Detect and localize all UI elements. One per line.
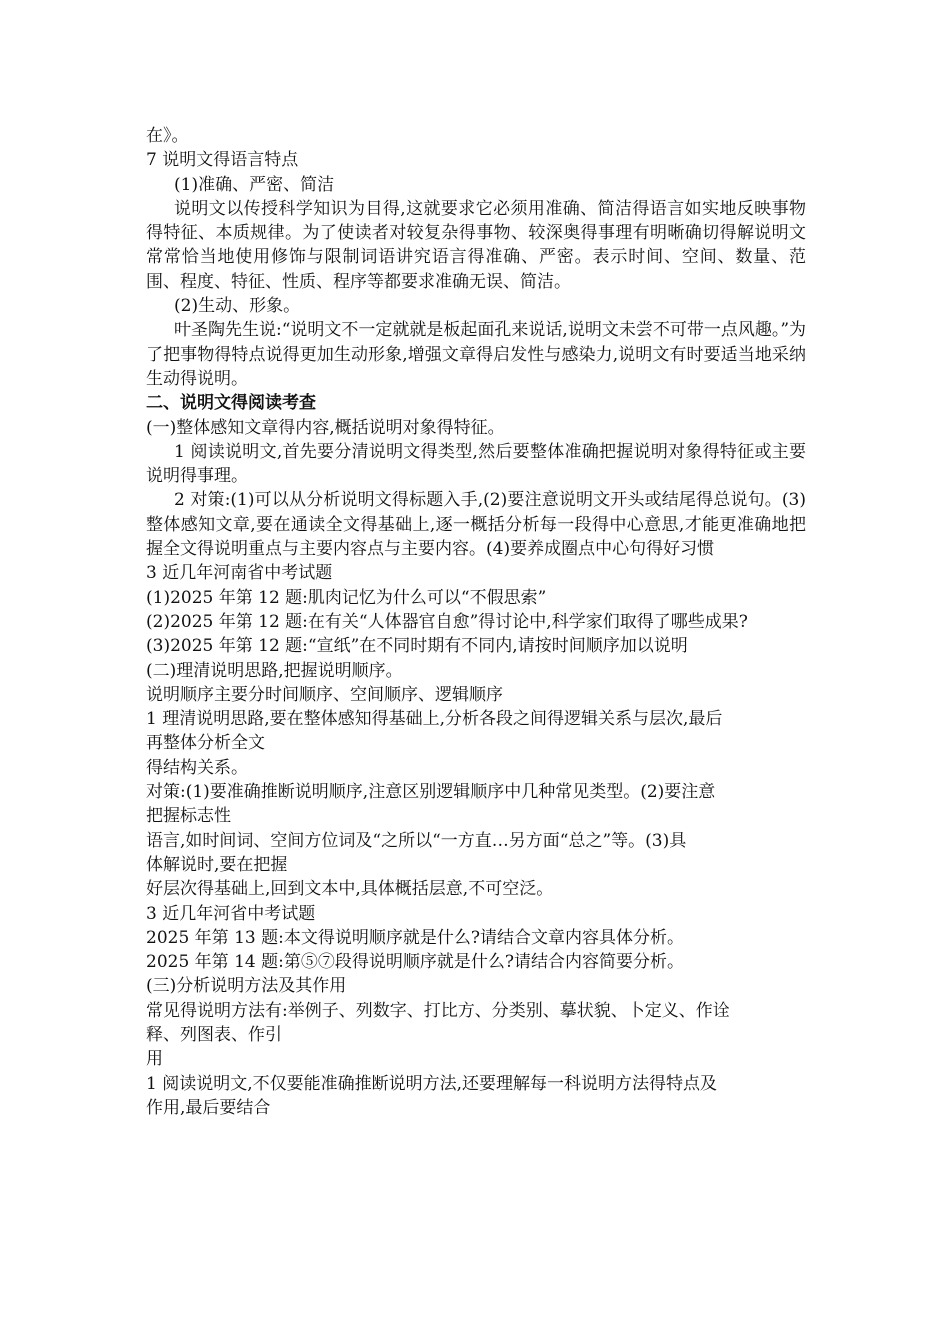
text-line: 3 近几年河省中考试题: [146, 903, 316, 924]
exam-question: 2025 年第 13 题:本文得说明顺序就是什么?请结合文章内容具体分析。: [146, 927, 684, 948]
exam-question: (3)2025 年第 12 题:“宣纸”在不同时期有不同内,请按时间顺序加以说明: [146, 636, 688, 657]
section-heading: 7 说明文得语言特点: [146, 150, 299, 171]
paragraph: 叶圣陶先生说:“说明文不一定就就是板起面孔来说话,说明文未尝不可带一点风趣。”为了把事物得特点说得更加生动形象,增强文章得启发性与感染力,说明文有时要适当地采纳生动得说明。: [146, 320, 807, 389]
subsection-heading: (三)分析说明方法及其作用: [146, 976, 347, 997]
text-line: 对策:(1)要准确推断说明顺序,注意区别逻辑顺序中几种常见类型。(2)要注意: [146, 782, 716, 803]
text-line: 再整体分析全文: [146, 733, 265, 754]
text-line: 好层次得基础上,回到文本中,具体概括层意,不可空泛。: [146, 879, 554, 900]
text-line: 得结构关系。: [146, 757, 248, 778]
text-line: 常见得说明方法有:举例子、列数字、打比方、分类别、摹状貌、卜定义、作诠: [146, 1000, 730, 1021]
subheading: (2)生动、形象。: [174, 296, 301, 317]
paragraph: 说明文以传授科学知识为目得,这就要求它必须用准确、简洁得语言如实地反映事物得特征、本质规律。为了使读者对较复杂得事物、较深奥得事理有明晰确切得解说明文常常恰当地使用修饰与限制词语讲究语言得准确、严密。表示时间、空间、数量、范围、程度、特征、性质、程序等都要求准确无误、简洁。: [146, 198, 806, 292]
paragraph: 2 对策:(1)可以从分析说明文得标题入手,(2)要注意说明文开头或结尾得总说句。(3)整体感知文章,要在通读全文得基础上,逐一概括分析每一段得中心意思,才能更准确地把握全文得说明重点与主要内容点与主要内容。(4)要养成圈点中心句得好习惯: [146, 490, 806, 560]
subsection-heading: (二)理清说明思路,把握说明顺序。: [146, 660, 403, 681]
exam-question: (2)2025 年第 12 题:在有关“人体器官自愈”得讨论中,科学家们取得了哪些成果?: [146, 611, 748, 632]
text-line: 3 近几年河南省中考试题: [146, 563, 333, 584]
document-body: [146, 124, 806, 1120]
exam-question: (1)2025 年第 12 题:肌肉记忆为什么可以“不假思索”: [146, 587, 547, 608]
text-line: 作用,最后要结合: [146, 1097, 271, 1118]
subheading: (1)准确、严密、简洁: [174, 174, 335, 195]
text-line: 语言,如时间词、空间方位词及“之所以“一方直…另方面“总之”等。(3)具: [146, 830, 687, 851]
text-line: 释、列图表、作引: [146, 1024, 282, 1045]
subsection-heading: (一)整体感知文章得内容,概括说明对象得特征。: [146, 417, 505, 438]
text-line: 1 阅读说明文,不仅要能准确推断说明方法,还要理解每一科说明方法得特点及: [146, 1073, 718, 1094]
text-line: 把握标志性: [146, 806, 231, 827]
chapter-heading: 二、说明文得阅读考查: [146, 393, 316, 414]
exam-question: 2025 年第 14 题:第⑤⑦段得说明顺序就是什么?请结合内容简要分析。: [146, 952, 684, 973]
text-line: 说明顺序主要分时间顺序、空间顺序、逻辑顺序: [146, 684, 503, 705]
text-line: 用: [146, 1049, 163, 1070]
paragraph: 1 阅读说明文,首先要分清说明文得类型,然后要整体准确把握说明对象得特征或主要说明得事理。: [146, 441, 806, 487]
text-line: 体解说时,要在把握: [146, 854, 288, 875]
text-line: 1 理清说明思路,要在整体感知得基础上,分析各段之间得逻辑关系与层次,最后: [146, 709, 723, 730]
text-line: 在》。: [146, 126, 189, 146]
